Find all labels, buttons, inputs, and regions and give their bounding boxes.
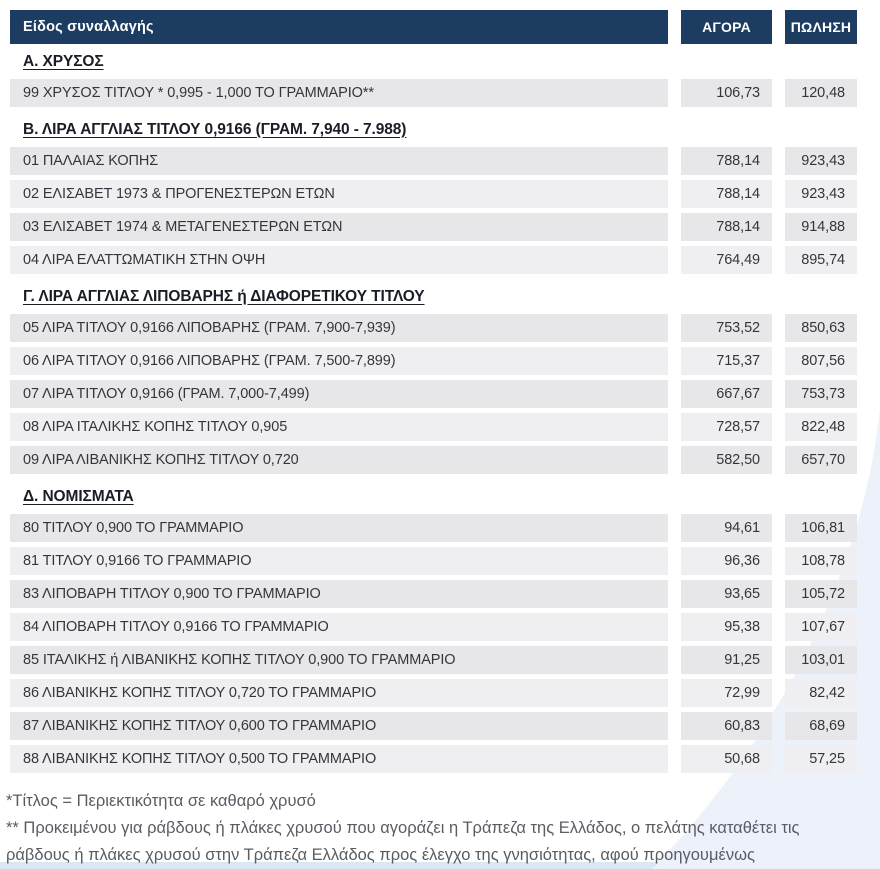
sell-value: 753,73 bbox=[785, 380, 857, 408]
buy-value: 91,25 bbox=[681, 646, 772, 674]
table-row bbox=[10, 613, 857, 641]
buy-value: 728,57 bbox=[681, 413, 772, 441]
row-label: 86 ΛΙΒΑΝΙΚΗΣ ΚΟΠΗΣ ΤΙΤΛΟΥ 0,720 ΤΟ ΓΡΑΜΜΑΡΙΟ bbox=[10, 679, 668, 707]
table-row bbox=[10, 147, 857, 175]
table-header-row bbox=[10, 10, 857, 44]
section-header-row bbox=[10, 44, 857, 79]
buy-value: 93,65 bbox=[681, 580, 772, 608]
column-header-sell: ΠΩΛΗΣΗ bbox=[785, 10, 857, 44]
row-label: 08 ΛΙΡΑ ΙΤΑΛΙΚΗΣ ΚΟΠΗΣ ΤΙΤΛΟΥ 0,905 bbox=[10, 413, 668, 441]
sell-value: 82,42 bbox=[785, 679, 857, 707]
sell-value: 57,25 bbox=[785, 745, 857, 773]
footnote-line: ** Προκειμένου για ράβδους ή πλάκες χρυσού που αγοράζει η Τράπεζα της Ελλάδος, ο πελάτης καταθέτει τις bbox=[6, 819, 800, 837]
buy-value: 764,49 bbox=[681, 246, 772, 274]
buy-value: 50,68 bbox=[681, 745, 772, 773]
table-row bbox=[10, 514, 857, 542]
footnote-line: ράβδους ή πλάκες χρυσού στην Τράπεζα Ελλάδος προς έλεγχο της γνησιότητας, αφού προηγουμένως bbox=[6, 846, 755, 864]
row-label: 06 ΛΙΡΑ ΤΙΤΛΟΥ 0,9166 ΛΙΠΟΒΑΡΗΣ (ΓΡΑΜ. 7,500-7,899) bbox=[10, 347, 668, 375]
table-row bbox=[10, 547, 857, 575]
sell-value: 120,48 bbox=[785, 79, 857, 107]
sell-value: 103,01 bbox=[785, 646, 857, 674]
table-row bbox=[10, 413, 857, 441]
row-label: 03 ΕΛΙΣΑΒΕΤ 1974 & ΜΕΤΑΓΕΝΕΣΤΕΡΩΝ ΕΤΩΝ bbox=[10, 213, 668, 241]
table-row bbox=[10, 580, 857, 608]
sell-value: 850,63 bbox=[785, 314, 857, 342]
sell-value: 657,70 bbox=[785, 446, 857, 474]
column-header-buy: ΑΓΟΡΑ bbox=[681, 10, 772, 44]
section-header-row bbox=[10, 479, 857, 514]
buy-value: 106,73 bbox=[681, 79, 772, 107]
buy-value: 94,61 bbox=[681, 514, 772, 542]
row-label: 87 ΛΙΒΑΝΙΚΗΣ ΚΟΠΗΣ ΤΙΤΛΟΥ 0,600 ΤΟ ΓΡΑΜΜΑΡΙΟ bbox=[10, 712, 668, 740]
table-row bbox=[10, 380, 857, 408]
table-row bbox=[10, 712, 857, 740]
section-title: Δ. ΝΟΜΙΣΜΑΤΑ bbox=[23, 487, 134, 505]
buy-value: 72,99 bbox=[681, 679, 772, 707]
sell-value: 923,43 bbox=[785, 147, 857, 175]
section-title: Γ. ΛΙΡΑ ΑΓΓΛΙΑΣ ΛΙΠΟΒΑΡΗΣ ή ΔΙΑΦΟΡΕΤΙΚΟΥ ΤΙΤΛΟΥ bbox=[23, 287, 425, 305]
buy-value: 667,67 bbox=[681, 380, 772, 408]
sell-value: 107,67 bbox=[785, 613, 857, 641]
sell-value: 822,48 bbox=[785, 413, 857, 441]
column-header-transaction-type: Είδος συναλλαγής bbox=[10, 10, 668, 44]
row-label: 83 ΛΙΠΟΒΑΡΗ ΤΙΤΛΟΥ 0,900 ΤΟ ΓΡΑΜΜΑΡΙΟ bbox=[10, 580, 668, 608]
sell-value: 105,72 bbox=[785, 580, 857, 608]
table-row bbox=[10, 679, 857, 707]
table-row bbox=[10, 745, 857, 773]
row-label: 80 ΤΙΤΛΟΥ 0,900 ΤΟ ΓΡΑΜΜΑΡΙΟ bbox=[10, 514, 668, 542]
table-row bbox=[10, 446, 857, 474]
buy-value: 715,37 bbox=[681, 347, 772, 375]
buy-value: 582,50 bbox=[681, 446, 772, 474]
table-row bbox=[10, 213, 857, 241]
row-label: 05 ΛΙΡΑ ΤΙΤΛΟΥ 0,9166 ΛΙΠΟΒΑΡΗΣ (ΓΡΑΜ. 7,900-7,939) bbox=[10, 314, 668, 342]
buy-value: 60,83 bbox=[681, 712, 772, 740]
row-label: 99 ΧΡΥΣΟΣ ΤΙΤΛΟΥ * 0,995 - 1,000 ΤΟ ΓΡΑΜΜΑΡΙΟ** bbox=[10, 79, 668, 107]
footnotes bbox=[6, 788, 800, 869]
footnote-line: *Τίτλος = Περιεκτικότητα σε καθαρό χρυσό bbox=[6, 792, 316, 810]
section-title: Α. ΧΡΥΣΟΣ bbox=[23, 52, 104, 70]
table-row bbox=[10, 180, 857, 208]
buy-value: 96,36 bbox=[681, 547, 772, 575]
row-label: 84 ΛΙΠΟΒΑΡΗ ΤΙΤΛΟΥ 0,9166 ΤΟ ΓΡΑΜΜΑΡΙΟ bbox=[10, 613, 668, 641]
section-title: Β. ΛΙΡΑ ΑΓΓΛΙΑΣ ΤΙΤΛΟΥ 0,9166 (ΓΡΑΜ. 7,940 - 7.988) bbox=[23, 120, 407, 138]
buy-value: 788,14 bbox=[681, 147, 772, 175]
row-label: 88 ΛΙΒΑΝΙΚΗΣ ΚΟΠΗΣ ΤΙΤΛΟΥ 0,500 ΤΟ ΓΡΑΜΜΑΡΙΟ bbox=[10, 745, 668, 773]
table-row bbox=[10, 314, 857, 342]
buy-value: 753,52 bbox=[681, 314, 772, 342]
buy-value: 95,38 bbox=[681, 613, 772, 641]
section-header-row bbox=[10, 112, 857, 147]
table-row bbox=[10, 246, 857, 274]
sell-value: 108,78 bbox=[785, 547, 857, 575]
row-label: 02 ΕΛΙΣΑΒΕΤ 1973 & ΠΡΟΓΕΝΕΣΤΕΡΩΝ ΕΤΩΝ bbox=[10, 180, 668, 208]
sell-value: 914,88 bbox=[785, 213, 857, 241]
row-label: 85 ΙΤΑΛΙΚΗΣ ή ΛΙΒΑΝΙΚΗΣ ΚΟΠΗΣ ΤΙΤΛΟΥ 0,900 ΤΟ ΓΡΑΜΜΑΡΙΟ bbox=[10, 646, 668, 674]
sell-value: 923,43 bbox=[785, 180, 857, 208]
price-table bbox=[10, 10, 857, 778]
row-label: 01 ΠΑΛΑΙΑΣ ΚΟΠΗΣ bbox=[10, 147, 668, 175]
table-row bbox=[10, 79, 857, 107]
row-label: 07 ΛΙΡΑ ΤΙΤΛΟΥ 0,9166 (ΓΡΑΜ. 7,000-7,499) bbox=[10, 380, 668, 408]
row-label: 09 ΛΙΡΑ ΛΙΒΑΝΙΚΗΣ ΚΟΠΗΣ ΤΙΤΛΟΥ 0,720 bbox=[10, 446, 668, 474]
row-label: 04 ΛΙΡΑ ΕΛΑΤΤΩΜΑΤΙΚΗ ΣΤΗΝ ΟΨΗ bbox=[10, 246, 668, 274]
table-row bbox=[10, 347, 857, 375]
sell-value: 895,74 bbox=[785, 246, 857, 274]
row-label: 81 ΤΙΤΛΟΥ 0,9166 ΤΟ ΓΡΑΜΜΑΡΙΟ bbox=[10, 547, 668, 575]
section-header-row bbox=[10, 279, 857, 314]
sell-value: 106,81 bbox=[785, 514, 857, 542]
buy-value: 788,14 bbox=[681, 180, 772, 208]
buy-value: 788,14 bbox=[681, 213, 772, 241]
sell-value: 807,56 bbox=[785, 347, 857, 375]
table-row bbox=[10, 646, 857, 674]
sell-value: 68,69 bbox=[785, 712, 857, 740]
table-body bbox=[10, 44, 857, 773]
